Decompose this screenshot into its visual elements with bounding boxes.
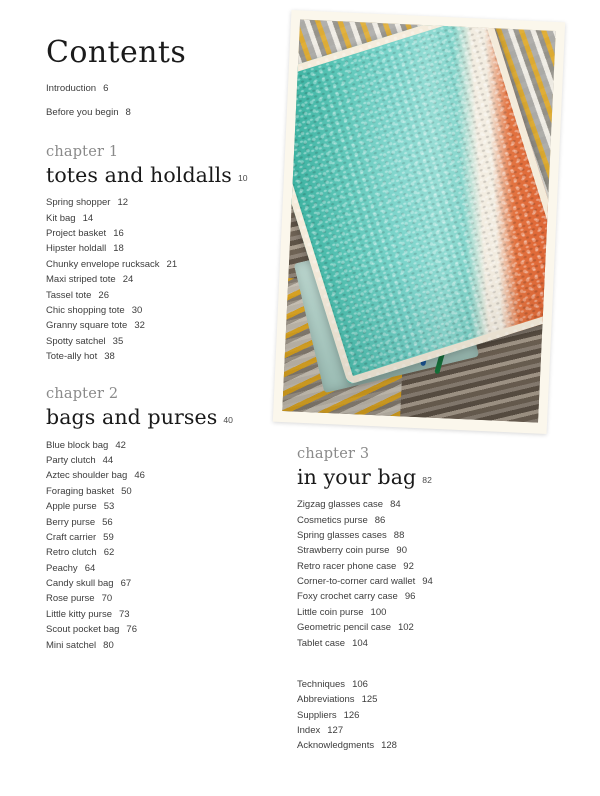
toc-entry-page: 42: [115, 439, 126, 451]
chapter-label-2: chapter 2: [46, 386, 119, 403]
toc-entry-label: Spring shopper: [46, 197, 111, 209]
chapter-block-2: [46, 386, 281, 652]
toc-entry-label: Foxy crochet carry case: [297, 591, 398, 603]
toc-entry[interactable]: [297, 605, 547, 620]
toc-entry-page: 12: [117, 197, 129, 209]
chapter-block-1: [46, 144, 281, 364]
chapter-label-3: chapter 3: [297, 446, 370, 462]
toc-entry-page: 92: [403, 560, 414, 572]
toc-entry[interactable]: [46, 545, 281, 560]
toc-entry-page: 6: [103, 83, 109, 94]
chapter-title-2: bags and purses: [46, 405, 218, 430]
toc-entry-label: Candy skull bag: [46, 578, 114, 590]
toc-entry-page: 88: [393, 529, 405, 541]
photo-lighting-overlay: [282, 19, 556, 422]
toc-entry-page: 32: [134, 320, 145, 332]
toc-entry-label: Introduction: [46, 83, 97, 94]
front-matter-list: [46, 84, 281, 118]
toc-entry-page: 67: [120, 578, 132, 590]
toc-entry-page: 50: [121, 485, 132, 497]
toc-entry-label: Spotty satchel: [46, 335, 106, 347]
toc-entry-label: Peachy: [46, 562, 78, 574]
chapter-heading-3[interactable]: [297, 466, 547, 489]
toc-entry-page: 30: [131, 304, 143, 316]
toc-entry-label: Mini satchel: [46, 639, 97, 651]
toc-entry-page: 104: [352, 637, 368, 649]
toc-entry-label: Party clutch: [46, 455, 96, 467]
toc-entry-page: 73: [119, 608, 130, 620]
toc-entry[interactable]: [46, 484, 281, 499]
toc-entry[interactable]: [297, 636, 547, 651]
toc-entry-label: Acknowledgments: [297, 740, 375, 752]
toc-entry-label: Hipster holdall: [46, 243, 107, 255]
toc-entry[interactable]: [297, 574, 547, 589]
toc-entry[interactable]: [297, 497, 547, 512]
toc-entry-page: 62: [103, 547, 115, 559]
chapter-heading-2[interactable]: [46, 406, 281, 429]
toc-entry[interactable]: [46, 272, 281, 287]
toc-entry-label: Aztec shoulder bag: [46, 470, 128, 482]
toc-entry[interactable]: [297, 738, 547, 753]
toc-entry[interactable]: [46, 607, 281, 622]
left-column: [46, 35, 281, 653]
toc-entry-label: Spring glasses cases: [297, 529, 387, 541]
toc-entry-page: 90: [396, 545, 407, 557]
toc-entry[interactable]: [297, 723, 547, 738]
toc-entry-page: 44: [102, 455, 114, 467]
toc-entry-page: 18: [113, 243, 124, 255]
toc-entry-page: 100: [370, 606, 387, 618]
photo-image: [282, 19, 556, 422]
toc-entry-page: 86: [374, 514, 386, 526]
toc-entry[interactable]: [297, 589, 547, 604]
toc-entry-label: Tassel tote: [46, 289, 92, 301]
toc-entry[interactable]: [297, 513, 547, 528]
toc-entry-label: Strawberry coin purse: [297, 545, 390, 557]
toc-entry-label: Project basket: [46, 228, 107, 240]
toc-entry[interactable]: [46, 468, 281, 483]
toc-entry-page: 102: [397, 622, 414, 634]
toc-entry[interactable]: [46, 334, 281, 349]
toc-entry[interactable]: [46, 211, 281, 226]
toc-entry[interactable]: [46, 349, 281, 364]
chapter-2-entries: [46, 438, 281, 653]
toc-entry-page: 56: [102, 516, 113, 528]
crochet-bag-photo: [273, 10, 565, 434]
toc-entry-label: Retro racer phone case: [297, 560, 397, 572]
toc-entry-label: Foraging basket: [46, 485, 115, 497]
toc-entry-page: 24: [122, 274, 134, 286]
toc-entry[interactable]: [46, 530, 281, 545]
toc-entry-label: Chic shopping tote: [46, 304, 125, 316]
toc-entry-page: 21: [166, 258, 178, 270]
toc-entry-page: 76: [126, 624, 137, 636]
toc-entry-page: 126: [343, 709, 360, 721]
chapter-title-3: in your bag: [297, 464, 417, 489]
toc-entry-label: Retro clutch: [46, 547, 97, 559]
toc-entry-label: Tablet case: [297, 637, 346, 649]
toc-entry[interactable]: [297, 620, 547, 635]
toc-entry[interactable]: [46, 84, 281, 95]
toc-entry-page: 106: [352, 678, 368, 690]
toc-entry-label: Scout pocket bag: [46, 624, 120, 636]
toc-entry-label: Apple purse: [46, 501, 97, 513]
toc-entry[interactable]: [46, 318, 281, 333]
toc-entry-page: 96: [404, 591, 416, 603]
toc-entry[interactable]: [46, 257, 281, 272]
toc-entry-page: 128: [381, 740, 397, 752]
chapter-block-3: [297, 446, 547, 651]
toc-entry[interactable]: [297, 677, 547, 692]
chapter-page-2: 40: [223, 415, 233, 426]
toc-entry[interactable]: [46, 453, 281, 468]
chapter-1-entries: [46, 195, 281, 364]
toc-entry-label: Little kitty purse: [46, 608, 112, 620]
toc-entry-page: 94: [422, 576, 433, 588]
toc-entry-page: 46: [134, 470, 145, 482]
toc-entry-label: Maxi striped tote: [46, 274, 116, 286]
right-column: [297, 446, 547, 754]
toc-entry-label: Index: [297, 725, 321, 737]
toc-entry-label: Geometric pencil case: [297, 622, 391, 634]
toc-entry-label: Before you begin: [46, 106, 119, 118]
toc-entry-page: 38: [104, 351, 115, 363]
toc-entry-label: Tote-ally hot: [46, 351, 98, 363]
toc-entry-label: Kit bag: [46, 212, 76, 224]
toc-entry[interactable]: [297, 559, 547, 574]
toc-entry-label: Abbreviations: [297, 694, 355, 706]
toc-entry-label: Chunky envelope rucksack: [46, 258, 160, 270]
chapter-heading-1[interactable]: [46, 164, 281, 187]
toc-entry-page: 8: [125, 106, 131, 118]
toc-entry-page: 26: [98, 289, 109, 301]
back-matter-list: [297, 677, 547, 754]
toc-entry-label: Corner-to-corner card wallet: [297, 576, 416, 588]
toc-entry[interactable]: [46, 576, 281, 591]
toc-entry[interactable]: [46, 226, 281, 241]
toc-entry-page: 53: [103, 501, 115, 513]
chapter-page-1: 10: [237, 172, 248, 183]
toc-entry[interactable]: [297, 692, 547, 707]
toc-entry-label: Zigzag glasses case: [297, 499, 384, 511]
toc-entry[interactable]: [46, 515, 281, 530]
chapter-title-1: totes and holdalls: [46, 162, 232, 187]
toc-entry-label: Craft carrier: [46, 531, 97, 543]
toc-entry[interactable]: [46, 638, 281, 653]
toc-entry-page: 127: [327, 725, 344, 737]
toc-entry[interactable]: [46, 438, 281, 453]
photo-frame: [273, 10, 565, 434]
toc-entry[interactable]: [46, 108, 281, 119]
toc-entry-label: Granny square tote: [46, 320, 128, 332]
toc-entry-page: 80: [103, 639, 114, 651]
toc-entry-page: 16: [113, 228, 124, 240]
toc-entry-page: 64: [84, 562, 96, 574]
toc-entry-page: 14: [82, 212, 94, 224]
toc-entry-label: Rose purse: [46, 593, 95, 605]
toc-entry-label: Suppliers: [297, 709, 337, 721]
toc-entry-page: 70: [101, 593, 113, 605]
toc-entry[interactable]: [46, 591, 281, 606]
page-title: Contents: [46, 35, 187, 70]
toc-entry-page: 125: [361, 694, 378, 706]
toc-entry[interactable]: [46, 195, 281, 210]
chapter-label-1: chapter 1: [46, 144, 119, 161]
toc-entry-label: Cosmetics purse: [297, 514, 368, 526]
toc-entry-page: 84: [390, 499, 401, 511]
toc-entry-label: Little coin purse: [297, 606, 364, 618]
toc-entry[interactable]: [46, 561, 281, 576]
toc-entry-page: 59: [103, 531, 114, 543]
chapter-3-entries: [297, 497, 547, 651]
toc-entry-label: Berry purse: [46, 516, 96, 528]
chapter-page-3: 82: [422, 474, 432, 485]
toc-entry[interactable]: [46, 241, 281, 256]
toc-entry[interactable]: [297, 708, 547, 723]
toc-entry[interactable]: [46, 622, 281, 637]
toc-entry[interactable]: [297, 528, 547, 543]
toc-entry[interactable]: [46, 499, 281, 514]
toc-entry[interactable]: [297, 543, 547, 558]
toc-entry-page: 35: [112, 335, 124, 347]
toc-entry-label: Techniques: [297, 678, 346, 690]
toc-entry-label: Blue block bag: [46, 439, 109, 451]
toc-entry[interactable]: [46, 303, 281, 318]
toc-entry[interactable]: [46, 288, 281, 303]
